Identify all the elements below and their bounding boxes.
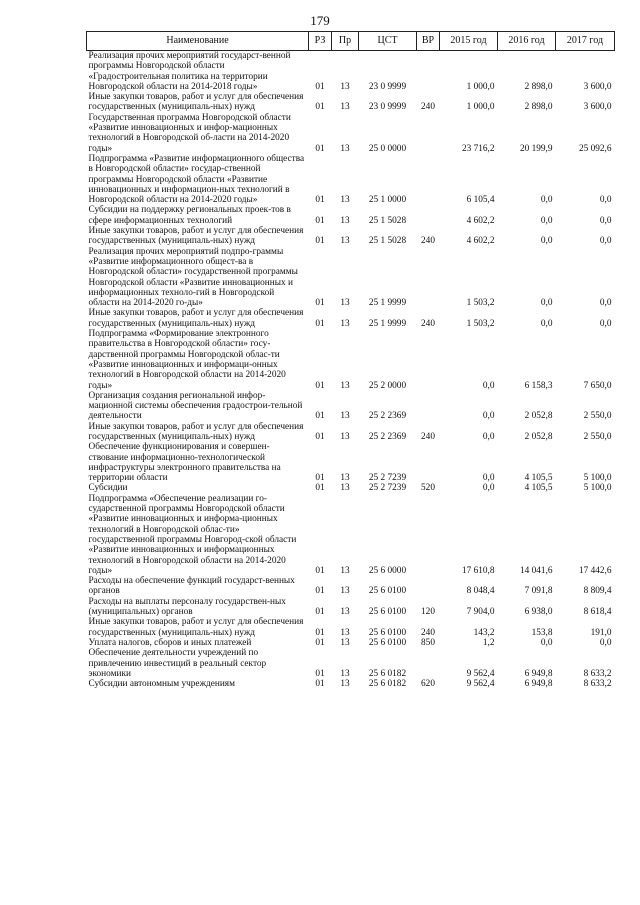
table-row	[87, 113, 615, 154]
cell-2017: 17 442,6	[578, 565, 612, 576]
cell-vr	[417, 51, 440, 93]
cell-2016: 4 105,5	[524, 473, 553, 484]
cell-2016: 6 938,0	[524, 607, 553, 618]
cell-rz: 01	[315, 215, 325, 226]
cell-name: Государственная программа Новгородской области «Развитие инновационных и инфор-мационных технологий в Новгородской об-ласти на 2014-2020 годы»	[88, 112, 291, 154]
cell-2015: 9 562,4	[466, 668, 495, 679]
cell-name: Иные закупки товаров, работ и услуг для обеспечения государственных (муниципаль-ных) нужд	[88, 421, 304, 442]
table-body	[87, 51, 615, 690]
cell-2017: 7 650,0	[583, 380, 612, 391]
cell-2017: 3 600,0	[583, 102, 612, 113]
cell-2016: 6 158,3	[524, 380, 553, 391]
cell-pr: 13	[340, 143, 350, 154]
cell-pr: 13	[340, 298, 350, 309]
cell-cst: 25 6 0100	[368, 627, 407, 638]
page-number: 179	[310, 13, 330, 28]
cell-2015: 0,0	[482, 411, 495, 422]
cell-2016: 0,0	[540, 215, 553, 226]
cell-2016: 7 091,8	[524, 586, 553, 597]
cell-2015: 1 000,0	[466, 81, 495, 92]
cell-name: Организация создания региональной инфор-мационной системы обеспечения градострои-тельной деятельности	[88, 390, 303, 422]
table-row	[87, 154, 615, 205]
cell-2017: 2 550,0	[583, 411, 612, 422]
cell-cst: 25 2 7239	[368, 483, 407, 494]
cell-vr: 240	[421, 318, 435, 329]
cell-2017: 0,0	[599, 298, 612, 309]
cell-name: Подпрограмма «Развитие информационного общества в Новгородской области» государ-ственной программы Новгородской области «Развитие инновационных и информацион-ных технологий в Новгородской области на 2014-2020 годы»	[88, 153, 305, 206]
cell-rz: 01	[315, 431, 325, 442]
cell-pr: 13	[340, 565, 350, 576]
cell-cst: 25 2 0000	[368, 380, 407, 391]
cell-2015: 1,2	[482, 637, 495, 648]
cell-cst: 25 1 5028	[368, 236, 407, 247]
cell-2015: 6 105,4	[466, 195, 495, 206]
cell-rz: 01	[315, 143, 325, 154]
cell-pr: 13	[340, 318, 350, 329]
cell-pr: 13	[340, 195, 350, 206]
cell-vr	[417, 494, 440, 576]
cell-vr: 240	[421, 236, 435, 247]
cell-vr	[417, 247, 440, 309]
header-name: Наименование	[87, 32, 309, 51]
cell-name: Реализация прочих мероприятий подпро-граммы «Развитие информационного общест-ва в Новгородской области» государственной программы Новгородской области «Развитие инновационных и информационных техноло-гий в Новгородской области на 2014-2020 го-ды»	[88, 246, 298, 309]
cell-2017: 5 100,0	[583, 483, 612, 494]
cell-rz: 01	[315, 586, 325, 597]
cell-2015: 0,0	[482, 483, 495, 494]
cell-2015: 0,0	[482, 473, 495, 484]
cell-pr: 13	[340, 411, 350, 422]
cell-2015: 17 610,8	[461, 565, 495, 576]
cell-2016: 2 898,0	[524, 102, 553, 113]
cell-rz: 01	[315, 483, 325, 494]
cell-pr: 13	[340, 236, 350, 247]
header-vr: ВР	[417, 32, 440, 51]
cell-name: Расходы на обеспечение функций государст-венных органов	[88, 576, 295, 597]
cell-vr	[417, 391, 440, 422]
cell-name: Подпрограмма «Обеспечение реализации го-сударственной программы Новгородской области «Развитие инновационных и информа-ционных технологий в Новгородской облас-ти» государственной программы Новгород-ской области «Развитие инновационных и информационных технологий в Новгородской области на 2014-2020 годы»	[88, 493, 297, 576]
cell-vr	[417, 329, 440, 391]
cell-rz: 01	[315, 236, 325, 247]
table-row	[87, 92, 615, 113]
cell-name: Иные закупки товаров, работ и услуг для обеспечения государственных (муниципаль-ных) нужд	[88, 226, 304, 247]
cell-2015: 143,2	[473, 627, 495, 638]
cell-name: Подпрограмма «Формирование электронного правительства в Новгородской области» госу-дарственной программы Новгородской облас-ти «Развитие инновационных и информаци-онных технологий в Новгородской области на 2014-2020 годы»	[88, 329, 286, 391]
cell-2017: 8 809,4	[583, 586, 612, 597]
cell-2017: 25 092,6	[578, 143, 612, 154]
cell-2017: 191,0	[590, 627, 612, 638]
cell-pr: 13	[340, 483, 350, 494]
table-row	[87, 442, 615, 483]
cell-cst: 25 2 2369	[368, 431, 407, 442]
cell-rz: 01	[315, 380, 325, 391]
cell-2015: 1 000,0	[466, 102, 495, 113]
cell-cst: 25 6 0000	[368, 565, 407, 576]
header-2015: 2015 год	[440, 32, 498, 51]
table-header-row	[87, 32, 615, 51]
table-row	[87, 494, 615, 576]
table-row	[87, 422, 615, 443]
cell-2015: 4 602,2	[466, 236, 495, 247]
cell-rz: 01	[315, 298, 325, 309]
header-2017: 2017 год	[556, 32, 615, 51]
cell-2016: 2 052,8	[524, 411, 553, 422]
cell-pr: 13	[340, 215, 350, 226]
table-row	[87, 679, 615, 689]
cell-vr	[417, 154, 440, 205]
cell-rz: 01	[315, 318, 325, 329]
cell-2015: 1 503,2	[466, 298, 495, 309]
cell-vr: 520	[421, 483, 435, 494]
cell-pr: 13	[340, 380, 350, 391]
table-row	[87, 638, 615, 648]
cell-name: Иные закупки товаров, работ и услуг для обеспечения государственных (муниципаль-ных) нужд	[88, 308, 304, 329]
header-cst: ЦСТ	[359, 32, 417, 51]
table-row	[87, 329, 615, 391]
cell-pr: 13	[340, 607, 350, 618]
cell-vr	[417, 648, 440, 679]
cell-2015: 9 562,4	[466, 679, 495, 690]
cell-cst: 25 2 7239	[368, 473, 407, 484]
table-row	[87, 51, 615, 93]
cell-2017: 0,0	[599, 236, 612, 247]
header-rz: РЗ	[309, 32, 332, 51]
cell-rz: 01	[315, 195, 325, 206]
cell-2016: 14 041,6	[519, 565, 553, 576]
cell-pr: 13	[340, 637, 350, 648]
cell-2016: 4 105,5	[524, 483, 553, 494]
cell-name: Субсидии	[88, 483, 128, 494]
cell-name: Субсидии автономным учреждениям	[88, 679, 235, 690]
cell-pr: 13	[340, 627, 350, 638]
cell-cst: 25 2 2369	[368, 411, 407, 422]
cell-cst: 25 0 0000	[368, 143, 407, 154]
cell-rz: 01	[315, 565, 325, 576]
cell-2016: 2 898,0	[524, 81, 553, 92]
cell-vr: 620	[421, 679, 435, 690]
cell-vr: 240	[421, 431, 435, 442]
cell-2016: 6 949,8	[524, 668, 553, 679]
cell-name: Иные закупки товаров, работ и услуг для обеспечения государственных (муниципаль-ных) нужд	[88, 617, 304, 638]
cell-2016: 2 052,8	[524, 431, 553, 442]
table-row	[87, 247, 615, 309]
cell-cst: 25 1 0000	[368, 195, 407, 206]
table-row	[87, 648, 615, 679]
cell-cst: 23 0 9999	[368, 102, 407, 113]
cell-pr: 13	[340, 102, 350, 113]
cell-2017: 5 100,0	[583, 473, 612, 484]
cell-rz: 01	[315, 607, 325, 618]
cell-vr: 850	[421, 637, 435, 648]
cell-2016: 0,0	[540, 236, 553, 247]
cell-vr: 240	[421, 102, 435, 113]
cell-2015: 7 904,0	[466, 607, 495, 618]
cell-pr: 13	[340, 431, 350, 442]
cell-rz: 01	[315, 473, 325, 484]
cell-2016: 0,0	[540, 637, 553, 648]
cell-rz: 01	[315, 637, 325, 648]
cell-2017: 3 600,0	[583, 81, 612, 92]
cell-cst: 25 6 0100	[368, 586, 407, 597]
cell-pr: 13	[340, 81, 350, 92]
cell-2017: 0,0	[599, 215, 612, 226]
table-row	[87, 308, 615, 329]
cell-cst: 25 6 0182	[368, 668, 407, 679]
cell-2017: 8 633,2	[583, 668, 612, 679]
cell-rz: 01	[315, 411, 325, 422]
table-row	[87, 226, 615, 247]
cell-rz: 01	[315, 81, 325, 92]
cell-vr	[417, 113, 440, 154]
cell-2015: 8 048,4	[466, 586, 495, 597]
cell-2015: 0,0	[482, 380, 495, 391]
cell-vr	[417, 442, 440, 483]
cell-name: Обеспечение деятельности учреждений по привлечению инвестиций в реальный сектор экономики	[88, 648, 267, 679]
cell-cst: 25 6 0182	[368, 679, 407, 690]
cell-2016: 0,0	[540, 298, 553, 309]
cell-cst: 25 1 9999	[368, 318, 407, 329]
header-2016: 2016 год	[498, 32, 556, 51]
table-row	[87, 391, 615, 422]
cell-rz: 01	[315, 627, 325, 638]
cell-pr: 13	[340, 473, 350, 484]
cell-2017: 0,0	[599, 637, 612, 648]
cell-cst: 25 1 9999	[368, 298, 407, 309]
table-row	[87, 597, 615, 618]
table-row	[87, 205, 615, 226]
cell-vr: 120	[421, 607, 435, 618]
cell-vr: 240	[421, 627, 435, 638]
cell-2016: 0,0	[540, 318, 553, 329]
cell-2017: 8 618,4	[583, 607, 612, 618]
cell-2015: 0,0	[482, 431, 495, 442]
cell-vr	[417, 205, 440, 226]
cell-cst: 25 6 0100	[368, 607, 407, 618]
cell-name: Субсидии на поддержку региональных проек-тов в сфере информационных технологий	[88, 205, 291, 226]
cell-2015: 4 602,2	[466, 215, 495, 226]
cell-2016: 153,8	[531, 627, 553, 638]
cell-rz: 01	[315, 102, 325, 113]
cell-2017: 2 550,0	[583, 431, 612, 442]
cell-name: Расходы на выплаты персоналу государствен-ных (муниципальных) органов	[88, 596, 286, 618]
cell-cst: 25 6 0100	[368, 637, 407, 648]
cell-2015: 23 716,2	[461, 143, 495, 154]
cell-pr: 13	[340, 679, 350, 690]
cell-pr: 13	[340, 586, 350, 597]
cell-2017: 8 633,2	[583, 679, 612, 690]
cell-name: Уплата налогов, сборов и иных платежей	[88, 637, 252, 648]
cell-cst: 25 1 5028	[368, 215, 407, 226]
cell-rz: 01	[315, 679, 325, 690]
cell-2017: 0,0	[599, 318, 612, 329]
budget-table	[86, 31, 615, 689]
cell-2016: 0,0	[540, 195, 553, 206]
cell-2015: 1 503,2	[466, 318, 495, 329]
cell-2016: 6 949,8	[524, 679, 553, 690]
cell-vr	[417, 576, 440, 597]
cell-2017: 0,0	[599, 195, 612, 206]
table-row	[87, 576, 615, 597]
cell-name: Реализация прочих мероприятий государст-венной программы Новгородской области «Градостроительная политика на территории Новгородской области на 2014-2018 годы»	[88, 51, 291, 92]
cell-name: Обеспечение функционирования и совершен-ствование информационно-технологической инфраструктуры электронного правительства на территории области	[88, 442, 281, 484]
cell-cst: 23 0 9999	[368, 81, 407, 92]
cell-2016: 20 199,9	[519, 143, 553, 154]
cell-rz: 01	[315, 668, 325, 679]
table-row	[87, 617, 615, 638]
header-pr: Пр	[332, 32, 359, 51]
table-row	[87, 483, 615, 493]
cell-pr: 13	[340, 668, 350, 679]
cell-name: Иные закупки товаров, работ и услуг для обеспечения государственных (муниципаль-ных) нужд	[88, 92, 304, 113]
